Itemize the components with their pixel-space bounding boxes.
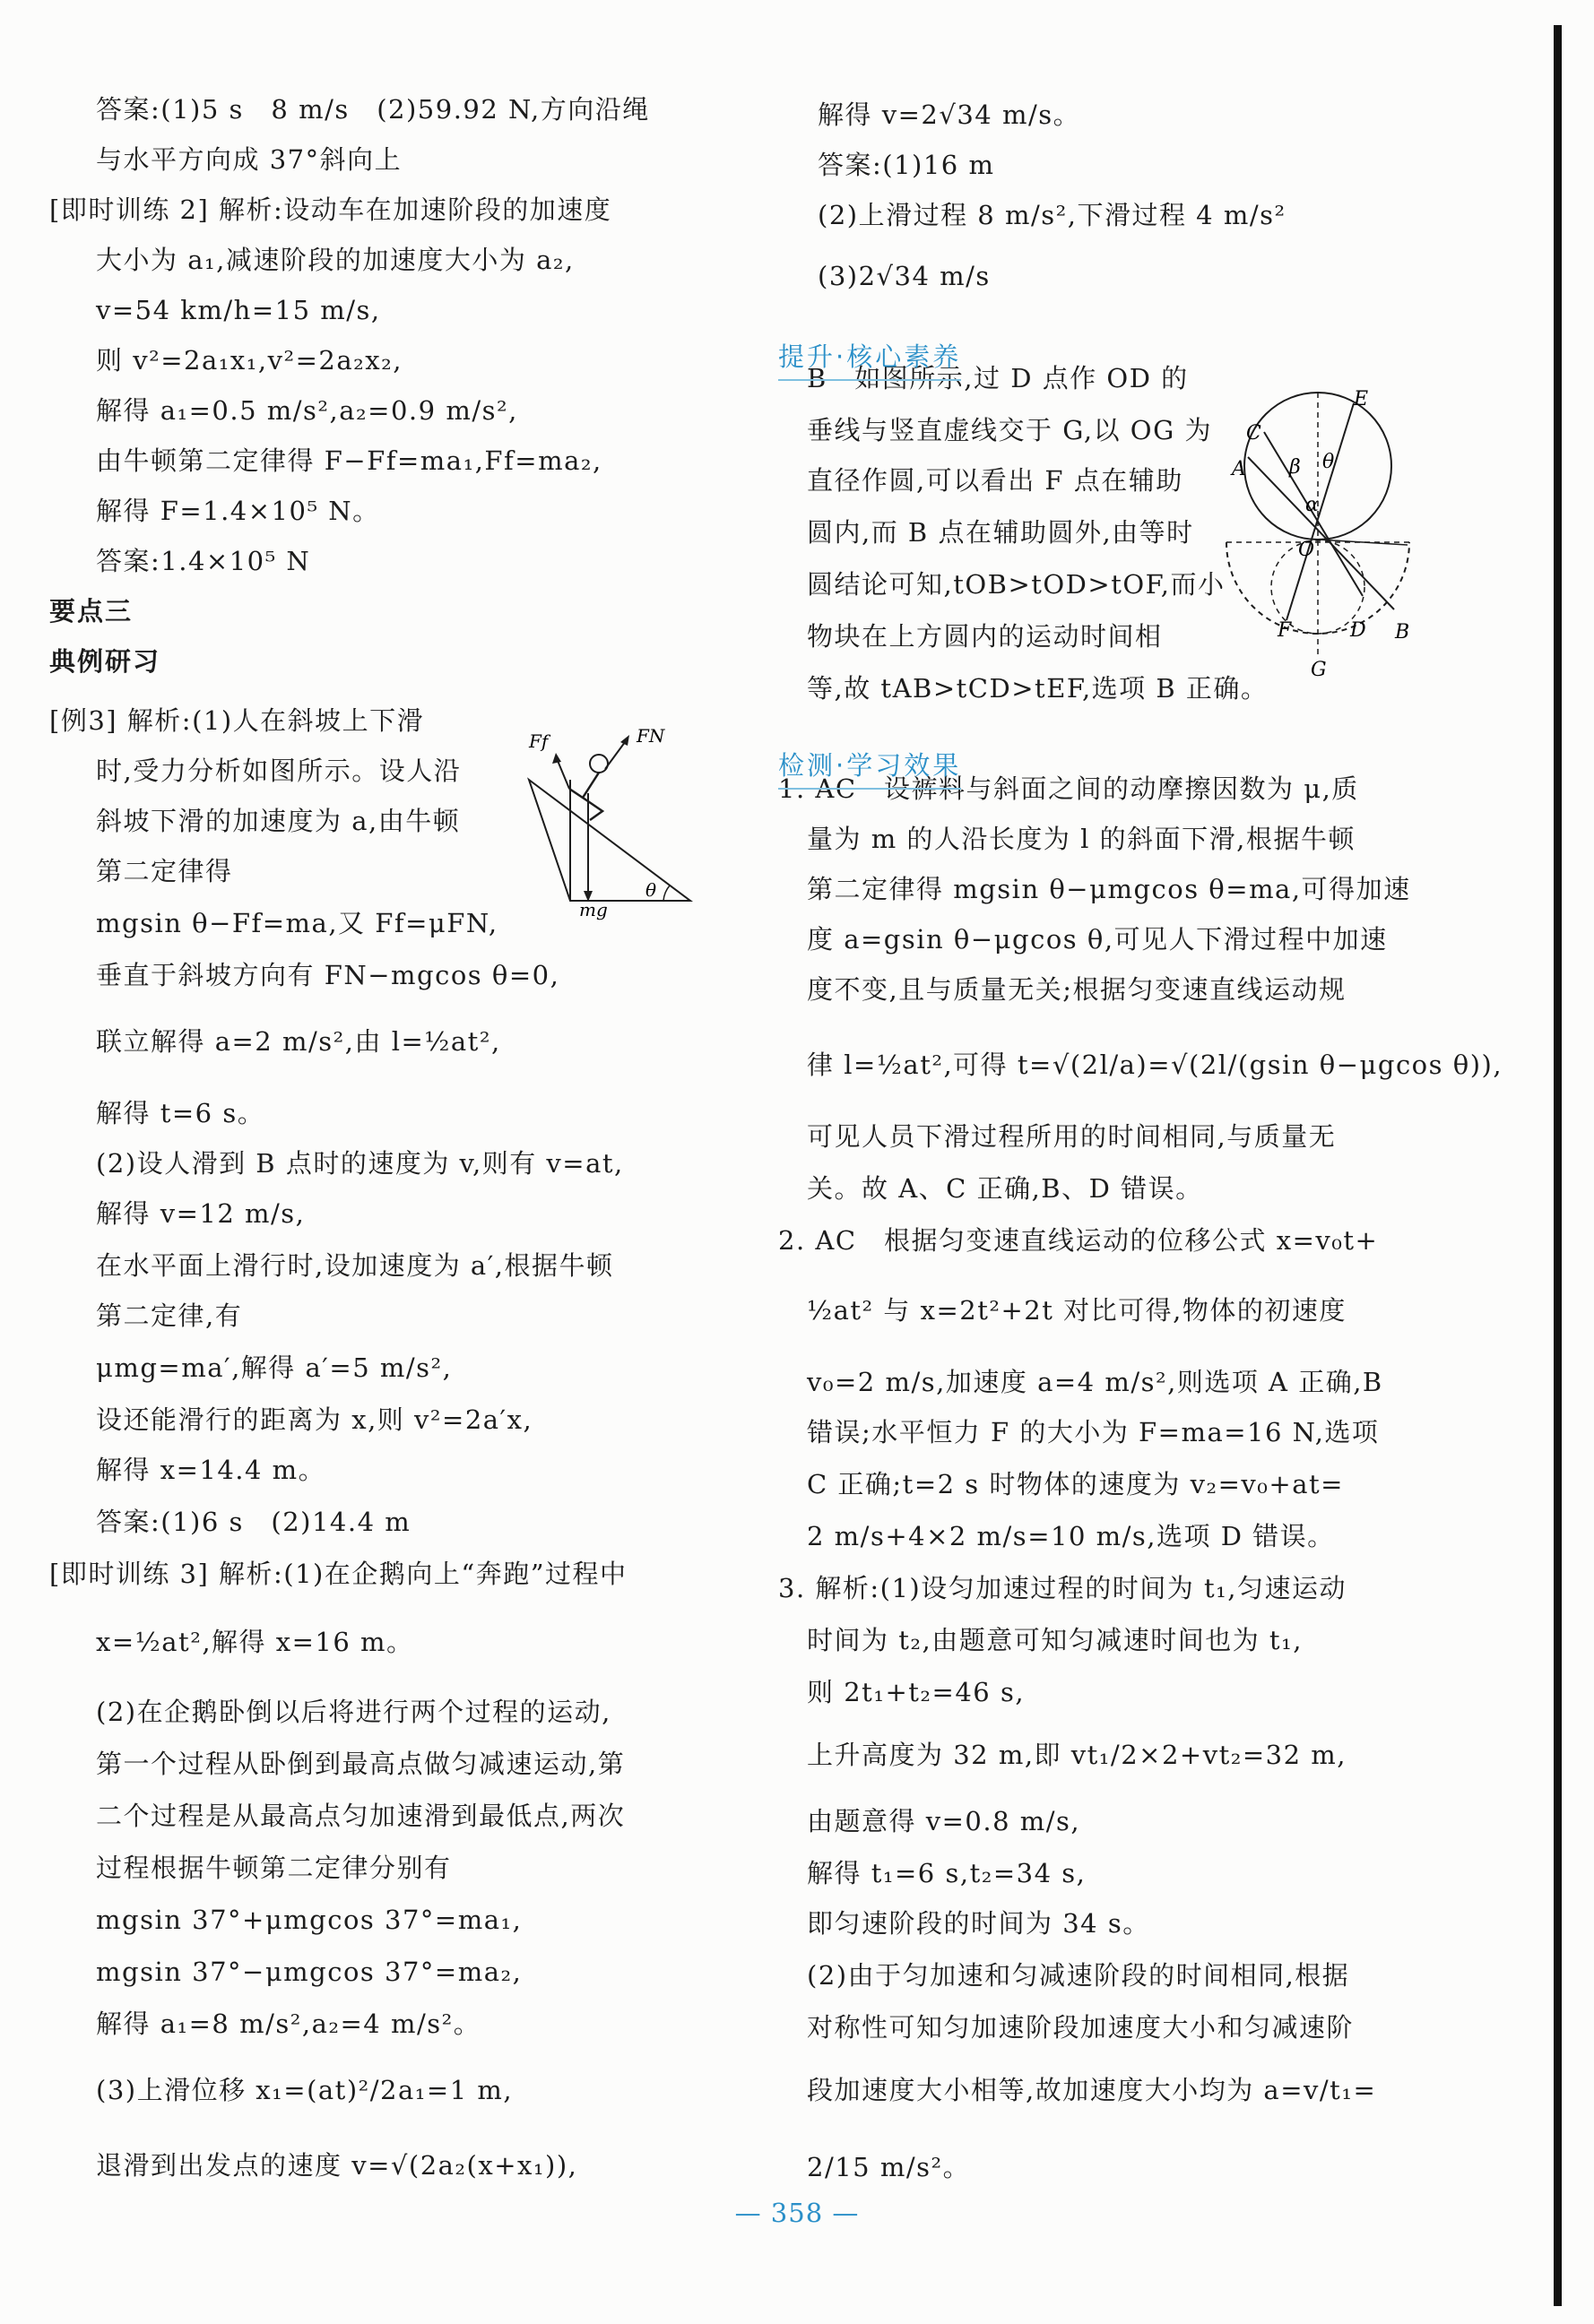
text-line: 2 m/s+4×2 m/s=10 m/s,选项 D 错误。	[807, 1521, 1335, 1551]
text-line: 解得 x=14.4 m。	[96, 1455, 326, 1485]
point-B: B	[1395, 621, 1410, 644]
text-line: 对称性可知匀加速阶段加速度大小和匀减速阶	[807, 2012, 1355, 2043]
text-line: μmg=ma′,解得 a′=5 m/s²,	[96, 1352, 453, 1383]
text-line: 联立解得 a=2 m/s²,由 l=½at²,	[96, 1026, 501, 1057]
section-heading-improve: 提升·核心素养	[778, 337, 961, 381]
text-line: 可见人员下滑过程所用的时间相同,与质量无	[807, 1121, 1337, 1152]
text-line: 由题意得 v=0.8 m/s,	[807, 1806, 1081, 1836]
text-line: (3)上滑位移 x₁=(at)²/2a₁=1 m,	[96, 2075, 514, 2105]
text-line: 直径作圆,可以看出 F 点在辅助	[807, 465, 1183, 496]
text-line: [例3] 解析:(1)人在斜坡上下滑	[49, 705, 425, 736]
text-line: 答案:1.4×10⁵ N	[96, 546, 311, 576]
text-line: 设还能滑行的距离为 x,则 v²=2a′x,	[96, 1404, 533, 1435]
text-line: mgsin 37°+μmgcos 37°=ma₁,	[96, 1905, 523, 1935]
text-line: v₀=2 m/s,加速度 a=4 m/s²,则选项 A 正确,B	[807, 1367, 1383, 1397]
text-line: 时,受力分析如图所示。设人沿	[96, 756, 462, 786]
text-line: (3)2√34 m/s	[818, 261, 991, 291]
text-line: 典例研习	[49, 646, 161, 677]
text-line: 圆结论可知,tOB>tOD>tOF,而小	[807, 569, 1226, 600]
text-line: 解得 v=12 m/s,	[96, 1198, 306, 1229]
point-F: F	[1278, 619, 1292, 642]
text-line: [即时训练 2] 解析:设动车在加速阶段的加速度	[49, 194, 612, 225]
text-line: 等,故 tAB>tCD>tEF,选项 B 正确。	[807, 673, 1269, 704]
text-line: 2. AC 根据匀变速直线运动的位移公式 x=v₀t+	[778, 1225, 1379, 1256]
point-A: A	[1232, 458, 1246, 480]
text-line: 答案:(1)5 s 8 m/s (2)59.92 N,方向沿绳	[96, 94, 650, 125]
text-line: (2)在企鹅卧倒以后将进行两个过程的运动,	[96, 1697, 611, 1727]
text-line: 即匀速阶段的时间为 34 s。	[807, 1908, 1150, 1939]
text-line: mgsin 37°−μmgcos 37°=ma₂,	[96, 1957, 523, 1987]
text-line: 圆内,而 B 点在辅助圆外,由等时	[807, 517, 1194, 548]
text-line: 律 l=½at²,可得 t=√(2l/a)=√(2l/(gsin θ−μgcos θ)),	[807, 1050, 1503, 1080]
section-heading-check: 检测·学习效果	[778, 746, 961, 790]
text-line: 解得 a₁=0.5 m/s²,a₂=0.9 m/s²,	[96, 395, 518, 426]
text-line: (2)设人滑到 B 点时的速度为 v,则有 v=at,	[96, 1148, 624, 1179]
label-friction: Ff	[529, 730, 549, 752]
text-line: 物块在上方圆内的运动时间相	[807, 621, 1163, 652]
text-line: 与水平方向成 37°斜向上	[96, 144, 403, 175]
text-line: 解得 t=6 s。	[96, 1098, 265, 1128]
text-line: 则 2t₁+t₂=46 s,	[807, 1677, 1026, 1707]
text-line: 答案:(1)6 s (2)14.4 m	[96, 1507, 411, 1537]
text-line: B 如图所示,过 D 点作 OD 的	[807, 363, 1189, 393]
angle-beta: β	[1289, 456, 1301, 479]
text-line: v=54 km/h=15 m/s,	[96, 295, 381, 325]
text-line: (2)由于匀加速和匀减速阶段的时间相同,根据	[807, 1960, 1350, 1991]
text-line: 二个过程是从最高点匀加速滑到最低点,两次	[96, 1801, 626, 1831]
text-line: 垂直于斜坡方向有 FN−mgcos θ=0,	[96, 960, 560, 990]
text-line: 3. 解析:(1)设匀加速过程的时间为 t₁,匀速运动	[778, 1573, 1347, 1603]
text-line: x=½at²,解得 x=16 m。	[96, 1627, 414, 1657]
text-line: 时间为 t₂,由题意可知匀减速时间也为 t₁,	[807, 1625, 1303, 1655]
text-line: 解得 t₁=6 s,t₂=34 s,	[807, 1858, 1087, 1888]
text-line: 在水平面上滑行时,设加速度为 a′,根据牛顿	[96, 1250, 614, 1281]
text-line: 大小为 a₁,减速阶段的加速度大小为 a₂,	[96, 245, 575, 275]
text-line: C 正确;t=2 s 时物体的速度为 v₂=v₀+at=	[807, 1469, 1344, 1499]
point-C: C	[1246, 422, 1261, 445]
label-angle: θ	[645, 879, 657, 901]
angle-alpha: α	[1305, 494, 1319, 516]
text-line: (2)上滑过程 8 m/s²,下滑过程 4 m/s²	[818, 200, 1286, 230]
angle-theta: θ	[1322, 451, 1335, 473]
text-line: 退滑到出发点的速度 v=√(2a₂(x+x₁)),	[96, 2150, 578, 2181]
text-line: 1. AC 设裤料与斜面之间的动摩擦因数为 μ,质	[778, 773, 1359, 804]
text-line: 过程根据牛顿第二定律分别有	[96, 1853, 452, 1883]
point-G: G	[1311, 659, 1327, 681]
text-line: 解得 v=2√34 m/s。	[818, 99, 1081, 130]
text-line: 度不变,且与质量无关;根据匀变速直线运动规	[807, 974, 1347, 1005]
text-line: 关。故 A、C 正确,B、D 错误。	[807, 1173, 1203, 1204]
text-line: 第二定律,有	[96, 1300, 243, 1331]
label-weight: mg	[579, 899, 608, 920]
text-line: 垂线与竖直虚线交于 G,以 OG 为	[807, 415, 1212, 445]
text-line: ½at² 与 x=2t²+2t 对比可得,物体的初速度	[807, 1295, 1347, 1326]
text-line: 段加速度大小相等,故加速度大小均为 a=v/t₁=	[807, 2075, 1377, 2105]
text-line: 度 a=gsin θ−μgcos θ,可见人下滑过程中加速	[807, 924, 1388, 955]
text-line: 第二定律得 mgsin θ−μmgcos θ=ma,可得加速	[807, 874, 1411, 904]
text-line: 由牛顿第二定律得 F−Ff=ma₁,Ff=ma₂,	[96, 445, 602, 476]
incline-force-diagram	[520, 726, 699, 923]
text-line: 答案:(1)16 m	[818, 150, 995, 180]
text-line: 斜坡下滑的加速度为 a,由牛顿	[96, 806, 461, 836]
text-line: 上升高度为 32 m,即 vt₁/2×2+vt₂=32 m,	[807, 1740, 1347, 1770]
text-line: 则 v²=2a₁x₁,v²=2a₂x₂,	[96, 345, 403, 376]
point-O: O	[1298, 539, 1315, 561]
text-line: 第二定律得	[96, 856, 233, 886]
text-line: 解得 F=1.4×10⁵ N。	[96, 496, 380, 526]
page-edge-shadow	[1554, 25, 1562, 2306]
point-E: E	[1354, 388, 1369, 410]
text-line: 量为 m 的人沿长度为 l 的斜面下滑,根据牛顿	[807, 824, 1356, 854]
text-line: 2/15 m/s²。	[807, 2152, 971, 2182]
text-line: 解得 a₁=8 m/s²,a₂=4 m/s²。	[96, 2009, 481, 2039]
text-line: 第一个过程从卧倒到最高点做匀减速运动,第	[96, 1749, 626, 1779]
point-D: D	[1350, 619, 1366, 642]
text-line: mgsin θ−Ff=ma,又 Ff=μFN,	[96, 908, 498, 938]
text-line: 错误;水平恒力 F 的大小为 F=ma=16 N,选项	[807, 1417, 1380, 1447]
text-line: 要点三	[49, 596, 134, 626]
isochronous-circle-diagram	[1219, 385, 1425, 681]
page-number: — 358 —	[734, 2198, 860, 2228]
label-normal-force: FN	[637, 726, 665, 747]
text-line: [即时训练 3] 解析:(1)在企鹅向上“奔跑”过程中	[49, 1559, 628, 1589]
